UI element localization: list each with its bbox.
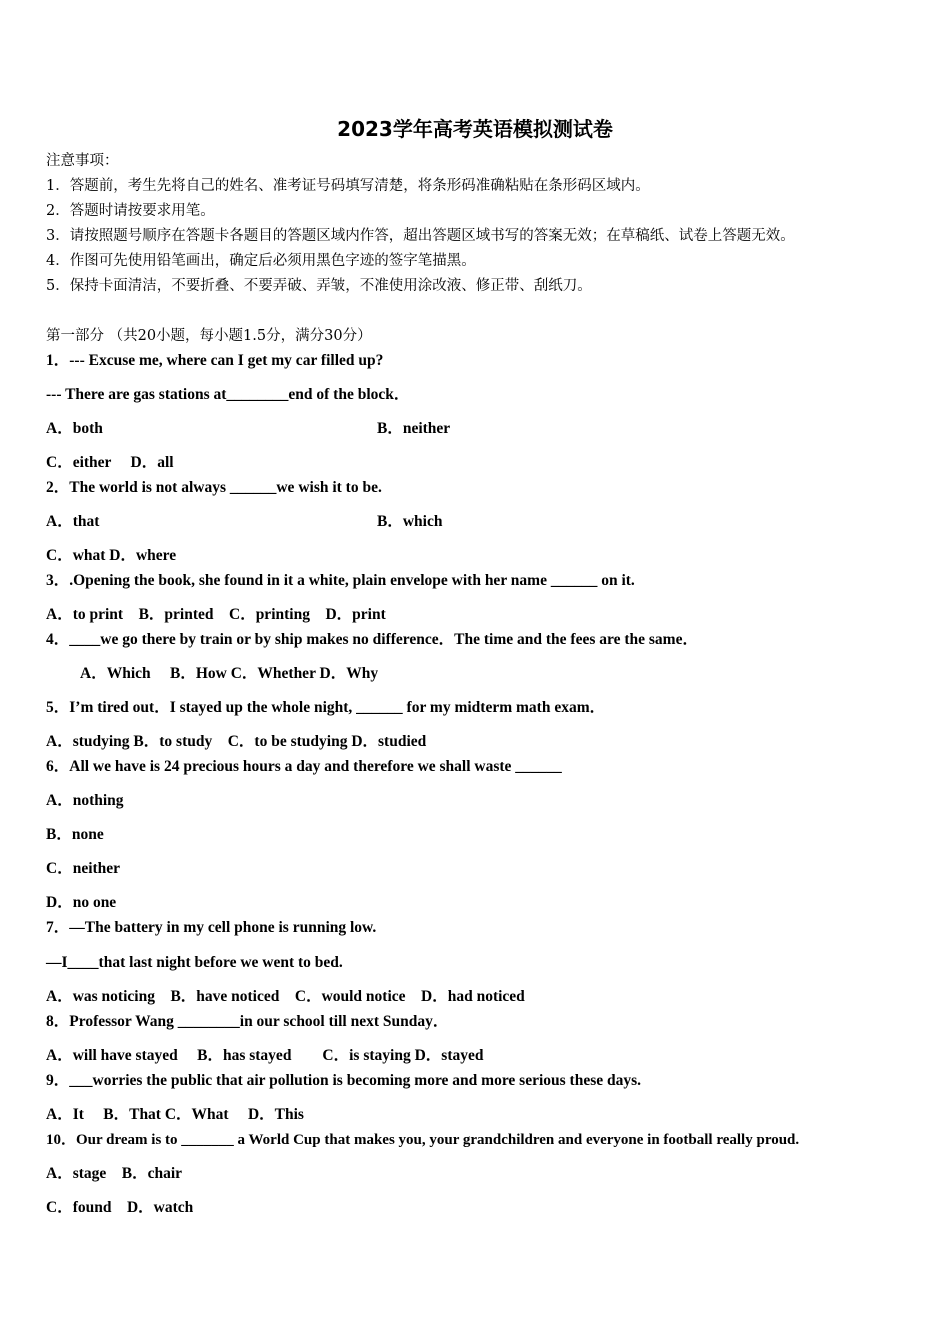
option-row: C．either D．all	[46, 454, 174, 471]
option-row	[46, 419, 906, 439]
notice-heading: 注意事项：	[46, 153, 119, 169]
question-stem: 1．--- Excuse me, where can I get my car filled up?	[46, 352, 384, 369]
notice-item: 3．请按照题号顺序在答题卡各题目的答题区域内作答，超出答题区域书写的答案无效；在草稿纸、试卷上答题无效。	[46, 228, 795, 244]
question-stem-line2: —I____that last night before we went to bed.	[46, 954, 343, 971]
option-row: A．studying B．to study C．to be studying D．studied	[46, 733, 427, 750]
notice-item: 4．作图可先使用铅笔画出，确定后必须用黑色字迹的签字笔描黑。	[46, 253, 476, 269]
question-stem: 2．The world is not always ______we wish it to be.	[46, 479, 382, 496]
question-stem: 8．Professor Wang ________in our school till next Sunday．	[46, 1013, 449, 1030]
option-row: A．stage B．chair	[46, 1165, 183, 1182]
option-a: A．that	[46, 513, 100, 530]
option-row: A．to print B．printed C．printing D．print	[46, 606, 386, 623]
section-heading: 第一部分 （共20小题，每小题1.5分，满分30分）	[46, 328, 372, 344]
page-title: 2023学年高考英语模拟测试卷	[337, 117, 613, 141]
option-row: A．will have stayed B．has stayed C．is staying D．stayed	[46, 1047, 484, 1064]
option-d: D．no one	[46, 894, 117, 911]
question-stem: 10．Our dream is to _______ a World Cup that makes you, your grandchildren and everyone in football really proud.	[46, 1132, 800, 1148]
question-stem: 6．All we have is 24 precious hours a day and therefore we shall waste ______	[46, 758, 562, 775]
option-a: A．nothing	[46, 792, 124, 809]
option-b: B．none	[46, 826, 104, 843]
option-a: A．both	[46, 420, 103, 437]
question-stem-line2: --- There are gas stations at________end of the block．	[46, 386, 410, 403]
notice-item: 2．答题时请按要求用笔。	[46, 203, 215, 219]
question-stem: 4．____we go there by train or by ship makes no difference．The time and the fees are the same．	[46, 631, 698, 648]
option-b: B．neither	[377, 420, 451, 437]
option-row: A．was noticing B．have noticed C．would notice D．had noticed	[46, 988, 525, 1005]
notice-item: 1．答题前，考生先将自己的姓名、准考证号码填写清楚，将条形码准确粘贴在条形码区域内。	[46, 178, 650, 194]
option-row: A．Which B．How C．Whether D．Why	[80, 665, 379, 682]
notice-item: 5．保持卡面清洁，不要折叠、不要弄破、弄皱，不准使用涂改液、修正带、刮纸刀。	[46, 278, 592, 294]
option-row: C．what D．where	[46, 547, 177, 564]
question-stem: 3．.Opening the book, she found in it a white, plain envelope with her name ______ on it.	[46, 572, 635, 589]
option-c: C．neither	[46, 860, 121, 877]
question-stem: 7．—The battery in my cell phone is running low.	[46, 919, 377, 936]
option-row: A．It B．That C．What D．This	[46, 1106, 304, 1123]
option-b: B．which	[377, 513, 443, 530]
question-stem: 9．___worries the public that air pollution is becoming more and more serious these days.	[46, 1072, 642, 1089]
option-row: C．found D．watch	[46, 1199, 194, 1216]
option-row	[46, 512, 906, 532]
question-stem: 5．I’m tired out．I stayed up the whole night, ______ for my midterm math exam．	[46, 699, 606, 716]
